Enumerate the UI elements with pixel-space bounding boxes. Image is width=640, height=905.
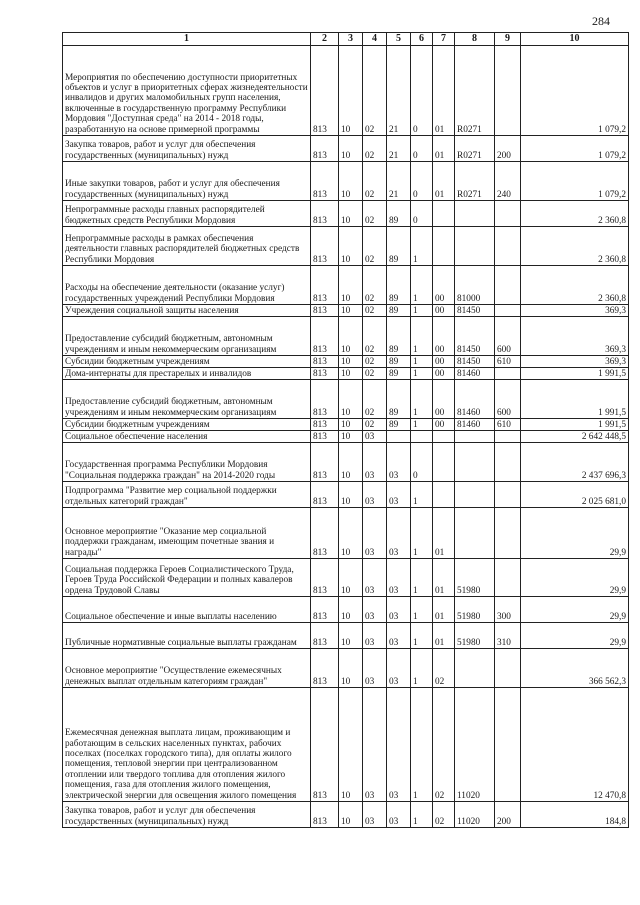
- row-code-c7: 01: [433, 162, 455, 201]
- table-body: [63, 46, 629, 828]
- row-amount: 29,9: [521, 597, 629, 623]
- row-code-c7: 01: [433, 136, 455, 162]
- row-code-c7: [433, 201, 455, 227]
- row-code-c4: 02: [363, 380, 387, 419]
- row-amount: 2 360,8: [521, 201, 629, 227]
- row-code-c4: 03: [363, 802, 387, 828]
- row-description: Социальное обеспечение и иные выплаты населению: [63, 597, 311, 623]
- row-code-c3: 10: [339, 368, 363, 380]
- row-description: Субсидии бюджетным учреждениям: [63, 356, 311, 368]
- table-row: [63, 46, 629, 136]
- row-code-c9: 240: [495, 162, 521, 201]
- row-code-c8: 51980: [455, 623, 495, 649]
- row-code-c2: 813: [311, 136, 339, 162]
- budget-table: [62, 32, 629, 828]
- row-code-c6: 1: [411, 419, 433, 431]
- row-code-c8: 81460: [455, 419, 495, 431]
- row-description: Субсидии бюджетным учреждениям: [63, 419, 311, 431]
- row-description: Учреждения социальной защиты населения: [63, 305, 311, 317]
- row-code-c8: R0271: [455, 162, 495, 201]
- row-description: Иные закупки товаров, работ и услуг для обеспечения государственных (муниципальных) нужд: [63, 162, 311, 201]
- row-description: Государственная программа Республики Мордовия "Социальная поддержка граждан" на 2014-2020 годы: [63, 443, 311, 482]
- row-code-c8: 51980: [455, 597, 495, 623]
- row-code-c6: 1: [411, 317, 433, 356]
- row-code-c5: 89: [387, 201, 411, 227]
- row-code-c9: [495, 559, 521, 597]
- row-code-c3: 10: [339, 802, 363, 828]
- table-row: [63, 380, 629, 419]
- row-code-c6: 1: [411, 368, 433, 380]
- row-code-c9: [495, 46, 521, 136]
- row-code-c8: R0271: [455, 136, 495, 162]
- row-code-c4: 03: [363, 443, 387, 482]
- row-code-c9: [495, 368, 521, 380]
- row-code-c4: 02: [363, 356, 387, 368]
- row-code-c4: 02: [363, 368, 387, 380]
- row-code-c6: 1: [411, 356, 433, 368]
- row-code-c8: 81450: [455, 356, 495, 368]
- row-code-c7: 01: [433, 46, 455, 136]
- row-code-c2: 813: [311, 443, 339, 482]
- row-description: Социальная поддержка Героев Социалистического Труда, Героев Труда Российской Федерации и полных кавалеров ордена Трудовой Славы: [63, 559, 311, 597]
- column-header-7: 7: [433, 33, 455, 46]
- row-code-c8: [455, 201, 495, 227]
- row-code-c9: 600: [495, 317, 521, 356]
- column-header-4: 4: [363, 33, 387, 46]
- row-code-c9: [495, 443, 521, 482]
- row-code-c4: 02: [363, 305, 387, 317]
- row-code-c5: 03: [387, 623, 411, 649]
- row-code-c9: 310: [495, 623, 521, 649]
- row-code-c5: 03: [387, 482, 411, 508]
- row-description: Предоставление субсидий бюджетным, автономным учреждениям и иным некоммерческим организациям: [63, 380, 311, 419]
- column-header-10: 10: [521, 33, 629, 46]
- row-code-c4: 02: [363, 419, 387, 431]
- table-row: [63, 649, 629, 688]
- row-code-c2: 813: [311, 46, 339, 136]
- row-code-c4: 03: [363, 482, 387, 508]
- row-code-c9: 610: [495, 356, 521, 368]
- column-header-6: 6: [411, 33, 433, 46]
- row-code-c2: 813: [311, 266, 339, 305]
- row-code-c5: 03: [387, 649, 411, 688]
- row-code-c9: [495, 201, 521, 227]
- row-code-c4: 03: [363, 623, 387, 649]
- row-code-c8: 81450: [455, 305, 495, 317]
- column-header-9: 9: [495, 33, 521, 46]
- row-code-c7: 00: [433, 368, 455, 380]
- row-code-c2: 813: [311, 227, 339, 266]
- row-code-c9: [495, 305, 521, 317]
- row-code-c5: [387, 431, 411, 443]
- row-code-c7: 01: [433, 623, 455, 649]
- row-code-c5: 03: [387, 597, 411, 623]
- table-row: [63, 802, 629, 828]
- row-code-c2: 813: [311, 802, 339, 828]
- row-code-c3: 10: [339, 266, 363, 305]
- row-code-c6: 1: [411, 508, 433, 559]
- row-code-c7: 00: [433, 356, 455, 368]
- row-code-c7: 00: [433, 380, 455, 419]
- row-code-c6: [411, 431, 433, 443]
- row-code-c2: 813: [311, 380, 339, 419]
- row-code-c6: 1: [411, 559, 433, 597]
- row-code-c8: 11020: [455, 802, 495, 828]
- row-code-c4: 03: [363, 688, 387, 802]
- row-code-c6: 0: [411, 46, 433, 136]
- row-code-c5: 03: [387, 802, 411, 828]
- row-code-c2: 813: [311, 597, 339, 623]
- row-code-c7: 00: [433, 266, 455, 305]
- row-code-c6: 1: [411, 649, 433, 688]
- row-code-c7: [433, 431, 455, 443]
- column-number-row: [63, 33, 629, 46]
- row-code-c9: [495, 431, 521, 443]
- row-code-c5: 21: [387, 136, 411, 162]
- row-description: Подпрограмма "Развитие мер социальной поддержки отдельных категорий граждан": [63, 482, 311, 508]
- row-code-c8: [455, 508, 495, 559]
- table-row: [63, 688, 629, 802]
- row-code-c7: 02: [433, 688, 455, 802]
- row-amount: 2 642 448,5: [521, 431, 629, 443]
- row-code-c7: [433, 227, 455, 266]
- column-header-2: 2: [311, 33, 339, 46]
- row-code-c6: 1: [411, 482, 433, 508]
- row-amount: 29,9: [521, 559, 629, 597]
- row-amount: 184,8: [521, 802, 629, 828]
- row-code-c4: 02: [363, 162, 387, 201]
- row-code-c8: 81460: [455, 380, 495, 419]
- row-code-c3: 10: [339, 136, 363, 162]
- row-amount: 369,3: [521, 305, 629, 317]
- table-row: [63, 508, 629, 559]
- row-code-c7: 00: [433, 419, 455, 431]
- row-code-c3: 10: [339, 419, 363, 431]
- table-row: [63, 482, 629, 508]
- row-code-c7: 02: [433, 802, 455, 828]
- row-code-c9: [495, 266, 521, 305]
- row-amount: 1 079,2: [521, 46, 629, 136]
- row-code-c9: 200: [495, 136, 521, 162]
- row-amount: 1 079,2: [521, 162, 629, 201]
- row-code-c7: 01: [433, 508, 455, 559]
- table-row: [63, 305, 629, 317]
- table-row: [63, 597, 629, 623]
- row-code-c5: 89: [387, 317, 411, 356]
- row-code-c6: 1: [411, 380, 433, 419]
- row-code-c2: 813: [311, 368, 339, 380]
- row-code-c2: 813: [311, 356, 339, 368]
- row-code-c5: 03: [387, 688, 411, 802]
- row-code-c9: [495, 649, 521, 688]
- row-code-c7: 00: [433, 305, 455, 317]
- row-description: Расходы на обеспечение деятельности (оказание услуг) государственных учреждений Республики Мордовия: [63, 266, 311, 305]
- row-code-c5: 89: [387, 227, 411, 266]
- row-code-c3: 10: [339, 162, 363, 201]
- row-code-c4: 02: [363, 136, 387, 162]
- row-code-c4: 03: [363, 597, 387, 623]
- row-code-c8: [455, 431, 495, 443]
- row-code-c4: 02: [363, 46, 387, 136]
- table-row: [63, 136, 629, 162]
- row-description: Основное мероприятие "Осуществление ежемесячных денежных выплат отдельным категориям граждан": [63, 649, 311, 688]
- row-code-c5: 03: [387, 559, 411, 597]
- row-code-c9: 600: [495, 380, 521, 419]
- row-code-c6: 1: [411, 802, 433, 828]
- row-code-c9: [495, 508, 521, 559]
- row-code-c5: 89: [387, 266, 411, 305]
- row-code-c8: 81450: [455, 317, 495, 356]
- row-code-c2: 813: [311, 688, 339, 802]
- row-code-c9: 300: [495, 597, 521, 623]
- row-code-c5: 03: [387, 508, 411, 559]
- row-code-c3: 10: [339, 597, 363, 623]
- row-code-c5: 89: [387, 368, 411, 380]
- table-row: [63, 162, 629, 201]
- row-description: Предоставление субсидий бюджетным, автономным учреждениям и иным некоммерческим организациям: [63, 317, 311, 356]
- row-code-c8: [455, 227, 495, 266]
- table-row: [63, 356, 629, 368]
- row-code-c3: 10: [339, 305, 363, 317]
- row-code-c5: 89: [387, 419, 411, 431]
- row-code-c3: 10: [339, 559, 363, 597]
- table-row: [63, 201, 629, 227]
- row-code-c3: 10: [339, 688, 363, 802]
- table-row: [63, 317, 629, 356]
- row-code-c7: 01: [433, 559, 455, 597]
- row-code-c7: 02: [433, 649, 455, 688]
- row-description: Непрограммные расходы главных распорядителей бюджетных средств Республики Мордовия: [63, 201, 311, 227]
- row-description: Основное мероприятие "Оказание мер социальной поддержки гражданам, имеющим почетные звания и награды": [63, 508, 311, 559]
- row-code-c6: 0: [411, 201, 433, 227]
- row-code-c2: 813: [311, 559, 339, 597]
- row-amount: 2 360,8: [521, 227, 629, 266]
- row-amount: 29,9: [521, 508, 629, 559]
- row-code-c6: 1: [411, 266, 433, 305]
- row-amount: 29,9: [521, 623, 629, 649]
- row-code-c6: 1: [411, 305, 433, 317]
- row-code-c3: 10: [339, 649, 363, 688]
- row-code-c3: 10: [339, 46, 363, 136]
- row-code-c6: 1: [411, 688, 433, 802]
- row-code-c8: [455, 443, 495, 482]
- row-code-c8: 81000: [455, 266, 495, 305]
- row-code-c4: 03: [363, 431, 387, 443]
- row-code-c2: 813: [311, 649, 339, 688]
- table-row: [63, 227, 629, 266]
- page-number: 284: [592, 14, 610, 28]
- row-code-c6: 0: [411, 136, 433, 162]
- table-row: [63, 623, 629, 649]
- row-code-c8: [455, 649, 495, 688]
- row-amount: 369,3: [521, 317, 629, 356]
- row-description: Непрограммные расходы в рамках обеспечения деятельности главных распорядителей бюджетных средств Республики Мордовия: [63, 227, 311, 266]
- row-code-c8: 11020: [455, 688, 495, 802]
- table-row: [63, 431, 629, 443]
- row-code-c2: 813: [311, 201, 339, 227]
- table-row: [63, 419, 629, 431]
- column-header-1: 1: [63, 33, 311, 46]
- row-description: Ежемесячная денежная выплата лицам, проживающим и работающим в сельских населенных пунктах, рабочих поселках (поселках городского типа), для оплаты жилого помещения, тепловой энергии при централизованном отоплении или твердого топлива для отопления жилого помещения, газа для отопления жилого помещения, электрической энергии для освещения жилого помещения: [63, 688, 311, 802]
- row-code-c3: 10: [339, 356, 363, 368]
- row-code-c8: R0271: [455, 46, 495, 136]
- row-amount: 12 470,8: [521, 688, 629, 802]
- row-code-c3: 10: [339, 317, 363, 356]
- row-code-c9: 610: [495, 419, 521, 431]
- row-code-c9: [495, 688, 521, 802]
- row-code-c8: 51980: [455, 559, 495, 597]
- table-row: [63, 368, 629, 380]
- row-description: Закупка товаров, работ и услуг для обеспечения государственных (муниципальных) нужд: [63, 802, 311, 828]
- table-row: [63, 559, 629, 597]
- table-row: [63, 266, 629, 305]
- row-code-c3: 10: [339, 227, 363, 266]
- row-code-c3: 10: [339, 623, 363, 649]
- row-amount: 366 562,3: [521, 649, 629, 688]
- row-code-c2: 813: [311, 162, 339, 201]
- row-amount: 1 991,5: [521, 380, 629, 419]
- row-amount: 2 360,8: [521, 266, 629, 305]
- row-code-c8: [455, 482, 495, 508]
- row-code-c4: 03: [363, 508, 387, 559]
- row-code-c6: 0: [411, 162, 433, 201]
- row-code-c6: 1: [411, 227, 433, 266]
- row-code-c3: 10: [339, 431, 363, 443]
- row-code-c2: 813: [311, 508, 339, 559]
- row-description: Публичные нормативные социальные выплаты гражданам: [63, 623, 311, 649]
- column-header-3: 3: [339, 33, 363, 46]
- row-code-c3: 10: [339, 443, 363, 482]
- row-code-c7: [433, 482, 455, 508]
- row-code-c5: 89: [387, 380, 411, 419]
- row-amount: 1 991,5: [521, 368, 629, 380]
- column-header-8: 8: [455, 33, 495, 46]
- row-code-c4: 02: [363, 317, 387, 356]
- row-code-c5: 89: [387, 305, 411, 317]
- row-code-c5: 21: [387, 162, 411, 201]
- row-description: Закупка товаров, работ и услуг для обеспечения государственных (муниципальных) нужд: [63, 136, 311, 162]
- row-code-c3: 10: [339, 482, 363, 508]
- row-code-c3: 10: [339, 380, 363, 419]
- row-amount: 1 991,5: [521, 419, 629, 431]
- row-code-c9: [495, 227, 521, 266]
- row-code-c5: 89: [387, 356, 411, 368]
- row-code-c4: 03: [363, 649, 387, 688]
- row-code-c9: 200: [495, 802, 521, 828]
- row-code-c2: 813: [311, 317, 339, 356]
- row-code-c7: [433, 443, 455, 482]
- row-code-c9: [495, 482, 521, 508]
- table-row: [63, 443, 629, 482]
- row-code-c3: 10: [339, 508, 363, 559]
- row-code-c5: 03: [387, 443, 411, 482]
- row-code-c6: 1: [411, 623, 433, 649]
- row-amount: 2 025 681,0: [521, 482, 629, 508]
- row-amount: 1 079,2: [521, 136, 629, 162]
- row-code-c2: 813: [311, 419, 339, 431]
- row-amount: 2 437 696,3: [521, 443, 629, 482]
- row-code-c7: 01: [433, 597, 455, 623]
- row-amount: 369,3: [521, 356, 629, 368]
- row-code-c6: 0: [411, 443, 433, 482]
- row-code-c5: 21: [387, 46, 411, 136]
- row-code-c3: 10: [339, 201, 363, 227]
- row-description: Мероприятия по обеспечению доступности приоритетных объектов и услуг в приоритетных сферах жизнедеятельности инвалидов и других маломобильных групп населения, включенные в государственную программу Республики Мордовия "Доступная среда" на 2014 - 2018 годы, разработанную на основе примерной программы: [63, 46, 311, 136]
- row-code-c8: 81460: [455, 368, 495, 380]
- row-code-c4: 03: [363, 559, 387, 597]
- row-code-c4: 02: [363, 227, 387, 266]
- row-code-c2: 813: [311, 305, 339, 317]
- row-description: Социальное обеспечение населения: [63, 431, 311, 443]
- row-code-c2: 813: [311, 623, 339, 649]
- row-code-c4: 02: [363, 201, 387, 227]
- row-code-c2: 813: [311, 482, 339, 508]
- row-description: Дома-интернаты для престарелых и инвалидов: [63, 368, 311, 380]
- row-code-c4: 02: [363, 266, 387, 305]
- row-code-c7: 00: [433, 317, 455, 356]
- column-header-5: 5: [387, 33, 411, 46]
- row-code-c6: 1: [411, 597, 433, 623]
- row-code-c2: 813: [311, 431, 339, 443]
